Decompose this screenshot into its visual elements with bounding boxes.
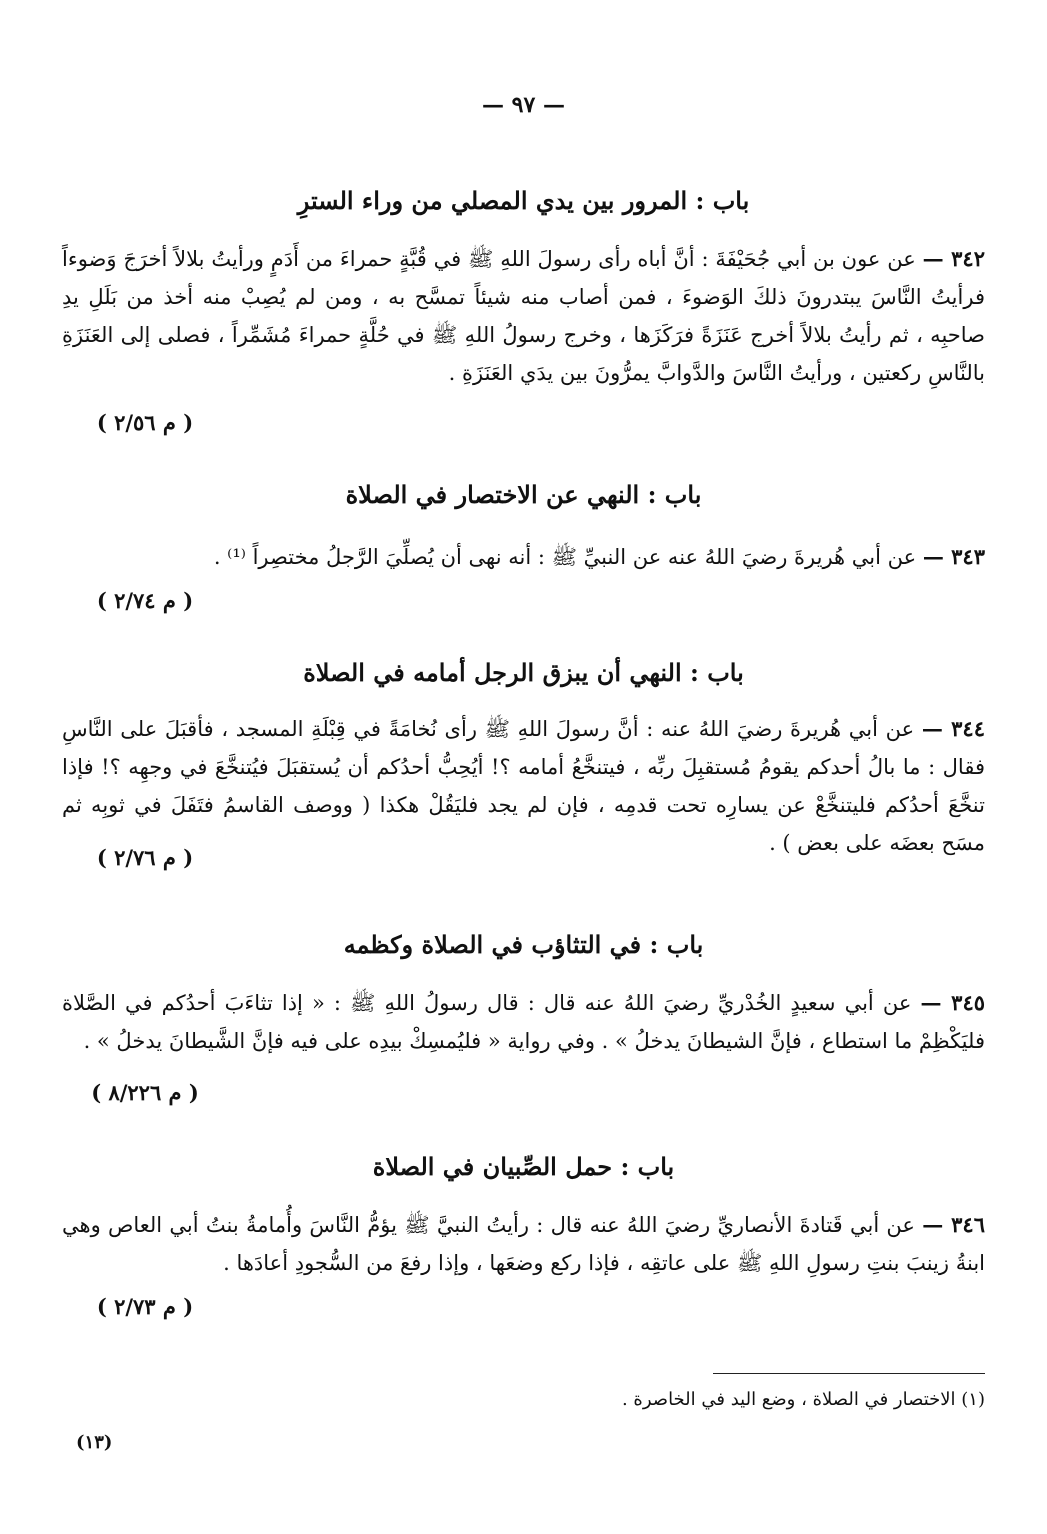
chapter-title: باب : النهي أن يبزق الرجل أمامه في الصلاة	[303, 658, 744, 687]
page-number: — ٩٧ —	[482, 92, 565, 118]
footnote: (١) الاختصار في الصلاة ، وضع اليد في الخاصرة .	[621, 1389, 985, 1410]
hadith-reference: ( م ٨/٢٢٦ )	[91, 1080, 199, 1105]
hadith-body: عن عون بن أبي جُحَيْفَةَ : أنَّ أباه رأى رسولَ اللهِ ﷺ في قُبَّةٍ حمراءَ من أَدَمٍ ورأيتُ بلالاً أخرَجَ وَضوءاً فرأيتُ النَّاسَ يبتدرونَ ذلكَ الوَضوءَ ، فمن أصاب منه شيئاً تمسَّح به ، ومن لم يُصِبْ منه أخذ من بَلَلِ يدِ صاحبِه ، ثم رأيتُ بلالاً أخرج عَنَزَةً فرَكَزَها ، وخرج رسولُ اللهِ ﷺ في حُلَّةٍ حمراءَ مُشَمِّراً ، فصلى إلى العَنَزَةِ بالنَّاسِ ركعتين ، ورأيتُ النَّاسَ والدَّوابَّ يمرُّونَ بين يدَي العَنَزَةِ .	[62, 247, 985, 385]
hadith-text	[62, 538, 985, 576]
signature-mark: (١٣)	[76, 1432, 113, 1453]
hadith-block	[62, 710, 985, 862]
hadith-number: ٣٤٦ —	[922, 1212, 985, 1237]
hadith-reference: ( م ٢/٧٣ )	[96, 1294, 194, 1319]
chapter-title: باب : في التثاؤب في الصلاة وكظمه	[343, 930, 704, 959]
hadith-number: ٣٤٣ —	[922, 544, 985, 569]
hadith-block	[62, 1206, 985, 1282]
chapter-title: باب : النهي عن الاختصار في الصلاة	[345, 480, 702, 509]
hadith-reference: ( م ٢/٥٦ )	[96, 410, 194, 435]
hadith-text	[62, 984, 985, 1060]
hadith-block	[62, 538, 985, 576]
hadith-text	[62, 710, 985, 862]
hadith-body: عن أبي قَتادةَ الأنصاريِّ رضيَ اللهُ عنه قال : رأيتُ النبيَّ ﷺ يؤمُّ النَّاسَ وأُمامةُ بنتُ أبي العاص وهي ابنةُ زينبَ بنتِ رسولِ اللهِ ﷺ على عاتقِه ، فإذا ركع وضعَها ، وإذا رفعَ من السُّجودِ أعادَها .	[62, 1213, 985, 1275]
hadith-block	[62, 240, 985, 392]
hadith-block	[62, 984, 985, 1060]
chapter-title: باب : حمل الصِّبيان في الصلاة	[372, 1152, 675, 1181]
hadith-body: عن أبي سعيدٍ الخُدْريِّ رضيَ اللهُ عنه قال : قال رسولُ اللهِ ﷺ : « إذا تثاءَبَ أحدُكم في الصَّلاة فليَكْظِمْ ما استطاع ، فإنَّ الشيطانَ يدخلُ » . وفي رواية « فليُمسِكْ بيدِه على فيه فإنَّ الشَّيطانَ يدخلُ » .	[62, 991, 985, 1053]
chapter-title: باب : المرور بين يدي المصلي من وراء السترِ	[297, 186, 750, 215]
hadith-body: عن أبي هُريرةَ رضيَ اللهُ عنه : أنَّ رسولَ اللهِ ﷺ رأى نُخامَةً في قِبْلَةِ المسجد ، فأقبَلَ على النَّاسِ فقال : ما بالُ أحدكم يقومُ مُستقبِلَ ربِّه ، فيتنخَّعُ أمامه ؟! أيُحِبُّ أحدُكم أن يُستقبَلَ فيُتنخَّعَ في وجهِه ؟! فإذا تنخَّعَ أحدُكم فليتنخَّعْ عن يسارِه تحت قدمِه ، فإن لم يجد فليَقُلْ هكذا ( ووصف القاسمُ فتَفَلَ في ثوبِه ثم مسَح بعضَه على بعض ) .	[62, 717, 985, 855]
hadith-text	[62, 1206, 985, 1282]
hadith-number: ٣٤٢ —	[922, 246, 985, 271]
hadith-reference: ( م ٢/٧٤ )	[96, 588, 194, 613]
hadith-text	[62, 240, 985, 392]
hadith-number: ٣٤٤ —	[921, 716, 985, 741]
hadith-number: ٣٤٥ —	[920, 990, 986, 1015]
footnote-divider	[713, 1373, 985, 1374]
hadith-body: عن أبي هُريرةَ رضيَ اللهُ عنه عن النبيِّ ﷺ : أنه نهى أن يُصلِّيَ الرَّجلُ مختصِراً ⁽¹⁾ .	[213, 545, 917, 569]
hadith-reference: ( م ٢/٧٦ )	[96, 845, 194, 870]
